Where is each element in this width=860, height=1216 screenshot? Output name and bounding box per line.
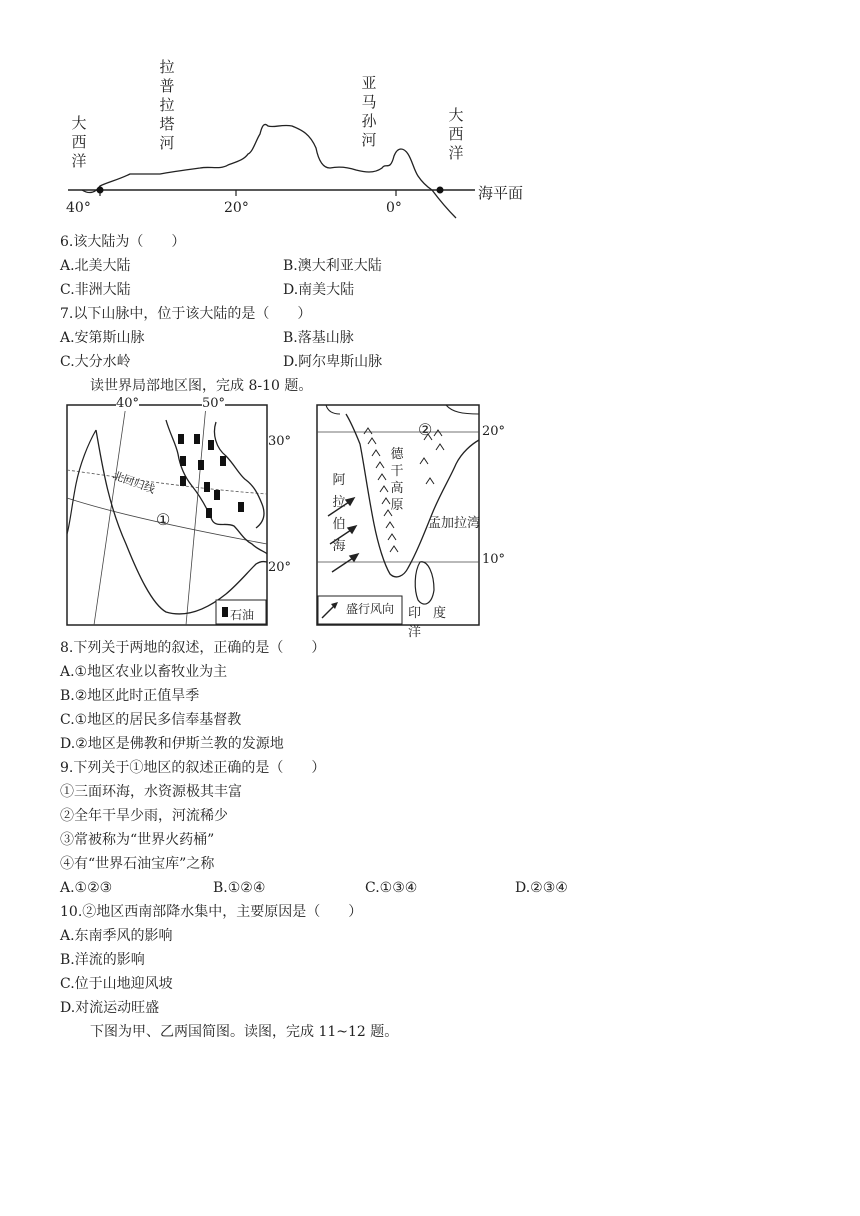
map1-tropic-label: 北回归线: [110, 468, 157, 497]
river2-label: 亚马孙河: [361, 74, 377, 149]
west-coast-point: [97, 187, 104, 194]
map1-lat30: 30°: [268, 434, 292, 449]
q8-option-b: B.②地区此时正值旱季: [60, 688, 200, 704]
map2-lat10: 10°: [482, 552, 506, 567]
indian-ocean-label: 印度洋: [408, 606, 459, 640]
sea-level-label: 海平面: [478, 184, 524, 202]
map-middle-east: [66, 396, 292, 626]
q10-option-d: D.对流运动旺盛: [60, 1000, 160, 1016]
q10-option-b: B.洋流的影响: [60, 952, 145, 968]
q10-option-c: C.位于山地迎风坡: [60, 976, 173, 992]
terrain-profile-svg: [60, 50, 540, 225]
map2-legend-label: 盛行风向: [346, 602, 395, 616]
q9-statement-3: ③常被称为“世界火药桶”: [60, 832, 215, 848]
q10-stem: 10.②地区西南部降水集中，主要原因是（ ）: [60, 904, 363, 920]
q8-option-d: D.②地区是佛教和伊斯兰教的发源地: [60, 736, 284, 752]
q9-statement-1: ①三面环海，水资源极其丰富: [60, 784, 242, 800]
q9-option-b: B.①②④: [213, 880, 266, 896]
arabian-sea-label: 阿拉伯海: [332, 473, 346, 554]
q9-stem: 9.下列关于①地区的叙述正确的是（ ）: [60, 760, 326, 776]
q6-option-d: D.南美大陆: [283, 282, 355, 298]
q8-stem: 8.下列关于两地的叙述，正确的是（ ）: [60, 640, 326, 656]
q9-statement-2: ②全年干旱少雨，河流稀少: [60, 808, 228, 824]
q10-option-a: A.东南季风的影响: [60, 928, 173, 944]
map1-lon50: 50°: [202, 396, 226, 411]
east-coast-point: [437, 187, 444, 194]
q9-statement-4: ④有“世界石油宝库”之称: [60, 856, 215, 872]
tick-label-0: 0°: [386, 200, 402, 216]
oil-legend-swatch: [222, 607, 228, 617]
tick-label-20: 20°: [224, 200, 249, 216]
q7-stem: 7.以下山脉中，位于该大陆的是（ ）: [60, 306, 312, 322]
map2-region-label: ②: [418, 420, 433, 439]
map1-lon40: 40°: [116, 396, 140, 411]
left-ocean-label: 大西洋: [71, 114, 87, 170]
q7-option-a: A.安第斯山脉: [60, 330, 145, 346]
q7-option-b: B.落基山脉: [283, 330, 354, 346]
tick-label-40: 40°: [66, 200, 91, 216]
q8-option-c: C.①地区的居民多信奉基督教: [60, 712, 242, 728]
map1-lat20: 20°: [268, 560, 292, 575]
q9-option-a: A.①②③: [60, 880, 113, 896]
deccan-plateau-label: 德干高原: [390, 447, 404, 513]
intro-11-12: 下图为甲、乙两国简图。读图，完成 11~12 题。: [90, 1024, 399, 1040]
q6-option-c: C.非洲大陆: [60, 282, 131, 298]
q6-stem: 6.该大陆为（ ）: [60, 234, 186, 250]
q7-option-c: C.大分水岭: [60, 354, 131, 370]
river1-label: 拉普拉塔河: [159, 58, 175, 152]
map1-region-label: ①: [156, 510, 171, 529]
map2-lat20: 20°: [482, 424, 506, 439]
intro-8-10: 读世界局部地区图，完成 8-10 题。: [90, 378, 313, 394]
right-ocean-label: 大西洋: [448, 106, 464, 162]
bay-of-bengal-label: 孟加拉湾: [428, 516, 481, 531]
map-south-asia: [316, 404, 506, 640]
q7-option-d: D.阿尔卑斯山脉: [283, 354, 383, 370]
q8-option-a: A.①地区农业以畜牧业为主: [60, 664, 228, 680]
q6-option-b: B.澳大利亚大陆: [283, 258, 382, 274]
map1-legend-label: 石油: [230, 608, 255, 622]
q6-option-a: A.北美大陆: [60, 258, 131, 274]
q9-option-c: C.①③④: [365, 880, 418, 896]
q9-option-d: D.②③④: [515, 880, 568, 896]
terrain-profile-diagram: [60, 50, 540, 225]
